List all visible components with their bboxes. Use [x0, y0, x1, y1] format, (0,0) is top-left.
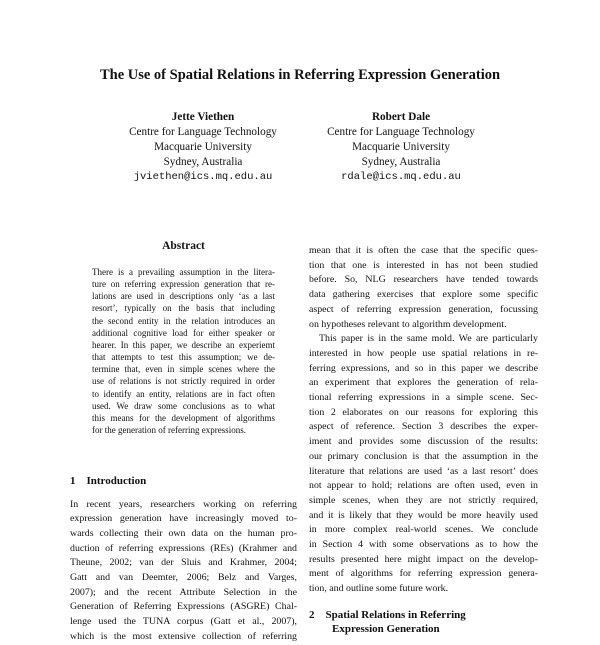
text-line: lations are used in descriptions only ‘as a last [92, 291, 275, 302]
text-line: ferring expressions, and so in this paper we describe [309, 362, 538, 374]
text-line: tion, and outline some future work. [309, 583, 449, 595]
section-1-body [70, 498, 297, 645]
text-line: wards collecting their own data on the human pro- [70, 527, 297, 539]
text-line: expression generation have increasingly moved to- [70, 513, 297, 525]
text-line: results presented here might impact on the develop- [309, 553, 538, 565]
author-university: Macquarie University [352, 141, 450, 153]
text-line: and it is likely that they would be more heavily used [309, 509, 538, 521]
text-line: on hypotheses relevant to algorithm development. [309, 318, 507, 330]
paragraph-1 [309, 244, 538, 332]
text-line: the second entity in the relation introduces an [92, 315, 275, 326]
section-2-heading-line1: 2 Spatial Relations in Referring [309, 608, 466, 621]
left-column-body [70, 474, 297, 645]
section-2-heading-line2: Expression Generation [332, 623, 440, 636]
text-line: use of relations is not strictly required in order [92, 376, 275, 387]
author-location: Sydney, Australia [163, 156, 243, 168]
paragraph-2 [309, 332, 538, 597]
text-line: In recent years, researchers working on referring [70, 498, 297, 510]
text-line: that attempts to test this assumption; we de- [92, 352, 275, 363]
text-line: which is the most extensive collection of referring [70, 630, 297, 642]
text-line: ture on referring expression generation that re- [92, 279, 275, 290]
text-line: simple scenes, when they are not strictly required, [309, 494, 538, 506]
text-line: This paper is in the same mold. We are particularly [319, 333, 538, 345]
text-line: interested in how people use spatial relations in re- [309, 347, 538, 359]
author-email: jviethen@ics.mq.edu.au [133, 171, 273, 183]
text-line: Theune, 2002; van der Sluis and Krahmer, 2004; [70, 557, 297, 569]
text-line: in Section 4 with some observations as to how the [309, 539, 538, 551]
text-line: data gathering exercises that explore some specific [309, 289, 538, 301]
author-affiliation: Centre for Language Technology [129, 126, 277, 138]
text-line: an experiment that explores the generation of rela- [309, 377, 538, 389]
text-line: this means for the development of algorithms [92, 412, 275, 423]
text-line: duction of referring expressions (REs) (Krahmer and [70, 542, 297, 554]
author-university: Macquarie University [154, 141, 252, 153]
text-line: used. We draw some conclusions as to what [92, 400, 275, 411]
paper-title: The Use of Spatial Relations in Referring Expression Generation [99, 67, 501, 83]
text-line: ment of algorithms for referring expression genera- [309, 568, 538, 580]
text-line: Generation of Referring Expressions (ASGRE) Chal- [70, 601, 297, 613]
text-line: in more complex real-world scenes. We conclude [309, 524, 538, 536]
author-block-1 [88, 110, 318, 185]
author-name: Jette Viethen [171, 111, 235, 123]
text-line: mean that it is often the case that the specific ques- [309, 245, 538, 256]
author-affiliation: Centre for Language Technology [327, 126, 475, 138]
text-line: termine that, even in simple scenes where the [92, 364, 275, 375]
text-line: iment and provides some discussion of the results: [309, 436, 538, 448]
text-line: 2007); and the recent Attribute Selection in the [70, 586, 297, 598]
text-line: resort’, typically on the basis that including [92, 303, 275, 314]
text-line: tion that one is interested in has not been studied [309, 259, 538, 271]
text-line: tional referring expressions in a simple scene. Sec- [309, 392, 538, 404]
text-line: our primary conclusion is that the assumption in the [309, 450, 538, 462]
author-name: Robert Dale [371, 111, 431, 123]
abstract-body [92, 266, 275, 436]
text-line: additional cognitive load for either speaker or [92, 327, 275, 338]
text-line: Gatt and van Deemter, 2006; Belz and Varges, [70, 572, 297, 584]
author-email: rdale@ics.mq.edu.au [341, 171, 461, 183]
author-block-2 [286, 110, 516, 185]
text-line: hearer. In this paper, we describe an experiemt [92, 339, 275, 350]
text-line: for the generation of referring expressions. [92, 425, 246, 436]
text-line: lenge used the TUNA corpus (Gatt et al., 2007), [70, 616, 297, 628]
text-line: There is a prevailing assumption in the litera- [92, 267, 275, 277]
text-line: aspect of reference. Section 3 describes the exper- [309, 421, 538, 433]
text-line: tion 2 elaborates on our reasons for exploring this [309, 406, 538, 418]
text-line: before. So, NLG researchers have tended towards [309, 274, 538, 286]
abstract-heading: Abstract [162, 240, 205, 252]
author-location: Sydney, Australia [361, 156, 441, 168]
section-2-heading [309, 608, 538, 637]
right-column-body [309, 244, 538, 637]
text-line: literature that relations are used ‘as a last resort’ does [309, 465, 538, 477]
text-line: not appear to hold; relations are often used, even in [309, 480, 538, 492]
text-line: to identify an entity, relations are in fact often [92, 388, 275, 399]
text-line: aspect of referring expression generation, focussing [309, 303, 538, 315]
section-1-heading: 1 Introduction [70, 475, 147, 487]
